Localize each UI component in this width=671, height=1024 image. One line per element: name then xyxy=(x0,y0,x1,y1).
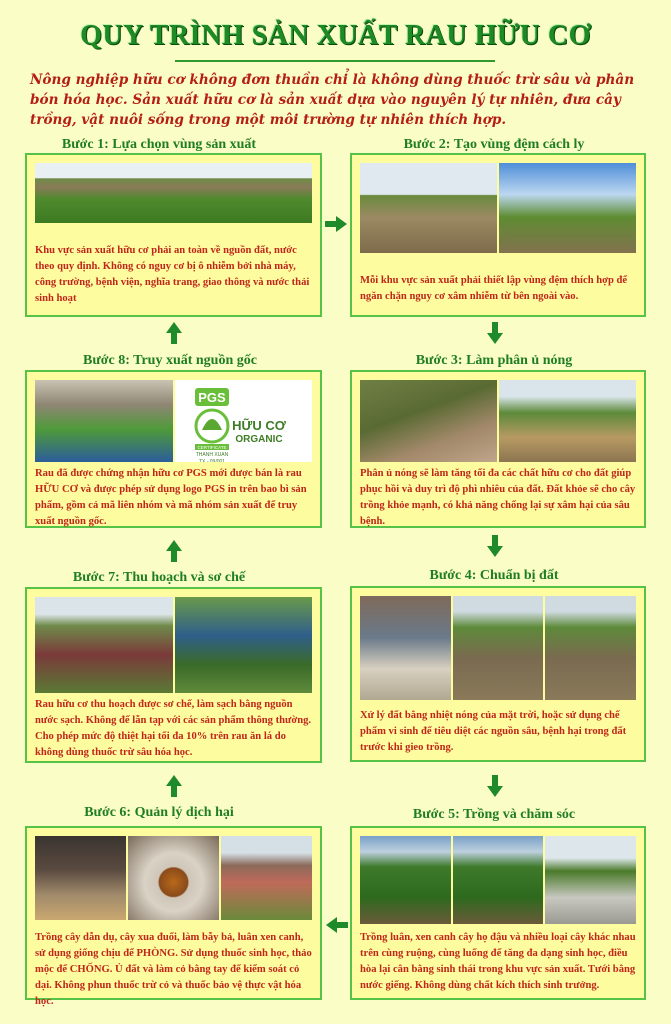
step-3-box xyxy=(350,370,646,528)
step-2-box xyxy=(350,153,646,317)
step-4-photo-middle xyxy=(453,596,544,700)
step-7-title: Bước 7: Thu hoạch và sơ chế xyxy=(72,570,246,585)
arrow-down-icon xyxy=(487,775,503,797)
step-1-desc: Khu vực sản xuất hữu cơ phải an toàn về nguồn đất, nước theo quy định. Không có nguy cơ bị ô nhiễm bởi nhà máy, công trường, bệnh viện, nghĩa trang, giao thông và nước thải sinh hoạt xyxy=(35,245,310,304)
arrow-down-icon xyxy=(487,322,503,344)
pgs-logo xyxy=(175,380,313,462)
step-2-photo-right xyxy=(499,163,636,253)
step-3-desc: Phân ủ nóng sẽ làm tăng tối đa các chất hữu cơ cho đất giúp phục hồi và duy trì độ phì nhiêu của đất. Đất khỏe sẽ cho cây trồng khỏe mạnh, có khả năng chống lại sự xâm hại của sâu bệnh. xyxy=(360,468,636,527)
step-5-photo-middle xyxy=(453,836,544,924)
arrow-right-icon xyxy=(325,216,347,232)
step-7-photo-left xyxy=(35,597,173,693)
step-4-photo-left xyxy=(360,596,451,700)
step-1-title: Bước 1: Lựa chọn vùng sản xuất xyxy=(61,137,257,152)
step-8-photo xyxy=(35,380,173,462)
step-6-desc: Trồng cây dẫn dụ, cây xua đuổi, làm bẫy bả, luân xen canh, sử dụng giống chịu để PHÒNG. Sử dụng thuốc sinh học, thảo mộc để CHỐNG. Ủ đất và làm cỏ bằng tay để kiểm soát cỏ dại. Không phun thuốc trừ cỏ và thuốc bảo vệ thực vật hóa học. xyxy=(35,932,312,1007)
step-6-box xyxy=(25,826,322,1007)
page-title: QUY TRÌNH SẢN XUẤT RAU HỮU CƠ xyxy=(80,20,591,51)
step-5-photo-right xyxy=(545,836,636,924)
intro-text: Nông nghiệp hữu cơ không đơn thuần chỉ là không dùng thuốc trừ sâu và phân bón hóa học. Sản xuất hữu cơ là sản xuất dựa vào nguyên lý tự nhiên, đưa cây trồng, vật nuôi sống trong một môi trường tự nhiên thích hợp. xyxy=(30,72,635,128)
step-2-photo-left xyxy=(360,163,497,253)
step-8-title: Bước 8: Truy xuất nguồn gốc xyxy=(83,353,257,368)
step-8-box xyxy=(25,370,322,528)
step-2-title: Bước 2: Tạo vùng đệm cách ly xyxy=(403,137,585,152)
step-7-desc: Rau hữu cơ thu hoạch được sơ chế, làm sạch bằng nguồn nước sạch. Không để lẫn tạp với các sản phẩm thông thường. Cho phép mức độ thiệt hại tối đa 10% trên rau ăn lá do không dùng thuốc trừ sâu hóa học. xyxy=(35,699,312,758)
svg-text:HỮU CƠ: HỮU CƠ xyxy=(231,418,286,433)
step-3-photo-right xyxy=(499,380,636,462)
step-6-photo-right xyxy=(221,836,312,920)
step-7-box xyxy=(25,587,322,763)
svg-text:CERTIFICATE: CERTIFICATE xyxy=(196,445,227,450)
step-6-title: Bước 6: Quản lý dịch hại xyxy=(84,805,234,820)
step-1-photo xyxy=(35,163,312,223)
arrow-down-icon xyxy=(487,535,503,557)
arrow-left-icon xyxy=(326,917,348,933)
step-4-desc: Xử lý đất bằng nhiệt nóng của mặt trời, hoặc sử dụng chế phẩm vi sinh để tiêu diệt các nguồn sâu, bệnh hại trong đất trước khi gieo trồng. xyxy=(360,710,627,753)
step-5-desc: Trồng luân, xen canh cây họ đậu và nhiều loại cây khác nhau trên cùng ruộng, cùng luống để tăng đa dạng sinh học, điều hòa lại cân bằng sinh thái trong khu vực sản xuất. Tưới bằng nước giếng. Không dùng chất kích thích sinh trưởng. xyxy=(360,932,636,991)
arrow-up-icon xyxy=(166,775,182,797)
step-3-photo-left xyxy=(360,380,497,462)
svg-text:PGS: PGS xyxy=(197,390,226,405)
step-6-photo-middle xyxy=(128,836,219,920)
svg-text:ORGANIC: ORGANIC xyxy=(234,434,283,445)
title-underline xyxy=(175,60,495,62)
step-5-photo-left xyxy=(360,836,451,924)
arrow-up-icon xyxy=(166,322,182,344)
step-4-photo-right xyxy=(545,596,636,700)
step-4-box xyxy=(350,586,646,762)
step-1-box xyxy=(25,153,322,317)
arrow-up-icon xyxy=(166,540,182,562)
svg-text:TX - 09/001: TX - 09/001 xyxy=(198,459,225,464)
step-8-desc: Rau đã được chứng nhận hữu cơ PGS mới được bán là rau HỮU CƠ và được phép sử dụng logo PGS in trên bao bì sản phẩm, gồm cả mã liên nhóm và mã nhóm sản xuất để truy xuất nguồn gốc. xyxy=(35,468,307,527)
step-7-photo-right xyxy=(175,597,313,693)
step-5-box xyxy=(350,826,646,1000)
step-5-title: Bước 5: Trồng và chăm sóc xyxy=(412,807,576,822)
step-2-desc: Mỗi khu vực sản xuất phải thiết lập vùng đệm thích hợp để ngăn chặn nguy cơ xâm nhiễm từ bên ngoài vào. xyxy=(360,275,628,302)
step-3-title: Bước 3: Làm phân ủ nóng xyxy=(415,353,573,368)
svg-text:THANH XUAN: THANH XUAN xyxy=(195,452,228,458)
step-4-title: Bước 4: Chuẩn bị đất xyxy=(429,568,559,583)
step-6-photo-left xyxy=(35,836,126,920)
